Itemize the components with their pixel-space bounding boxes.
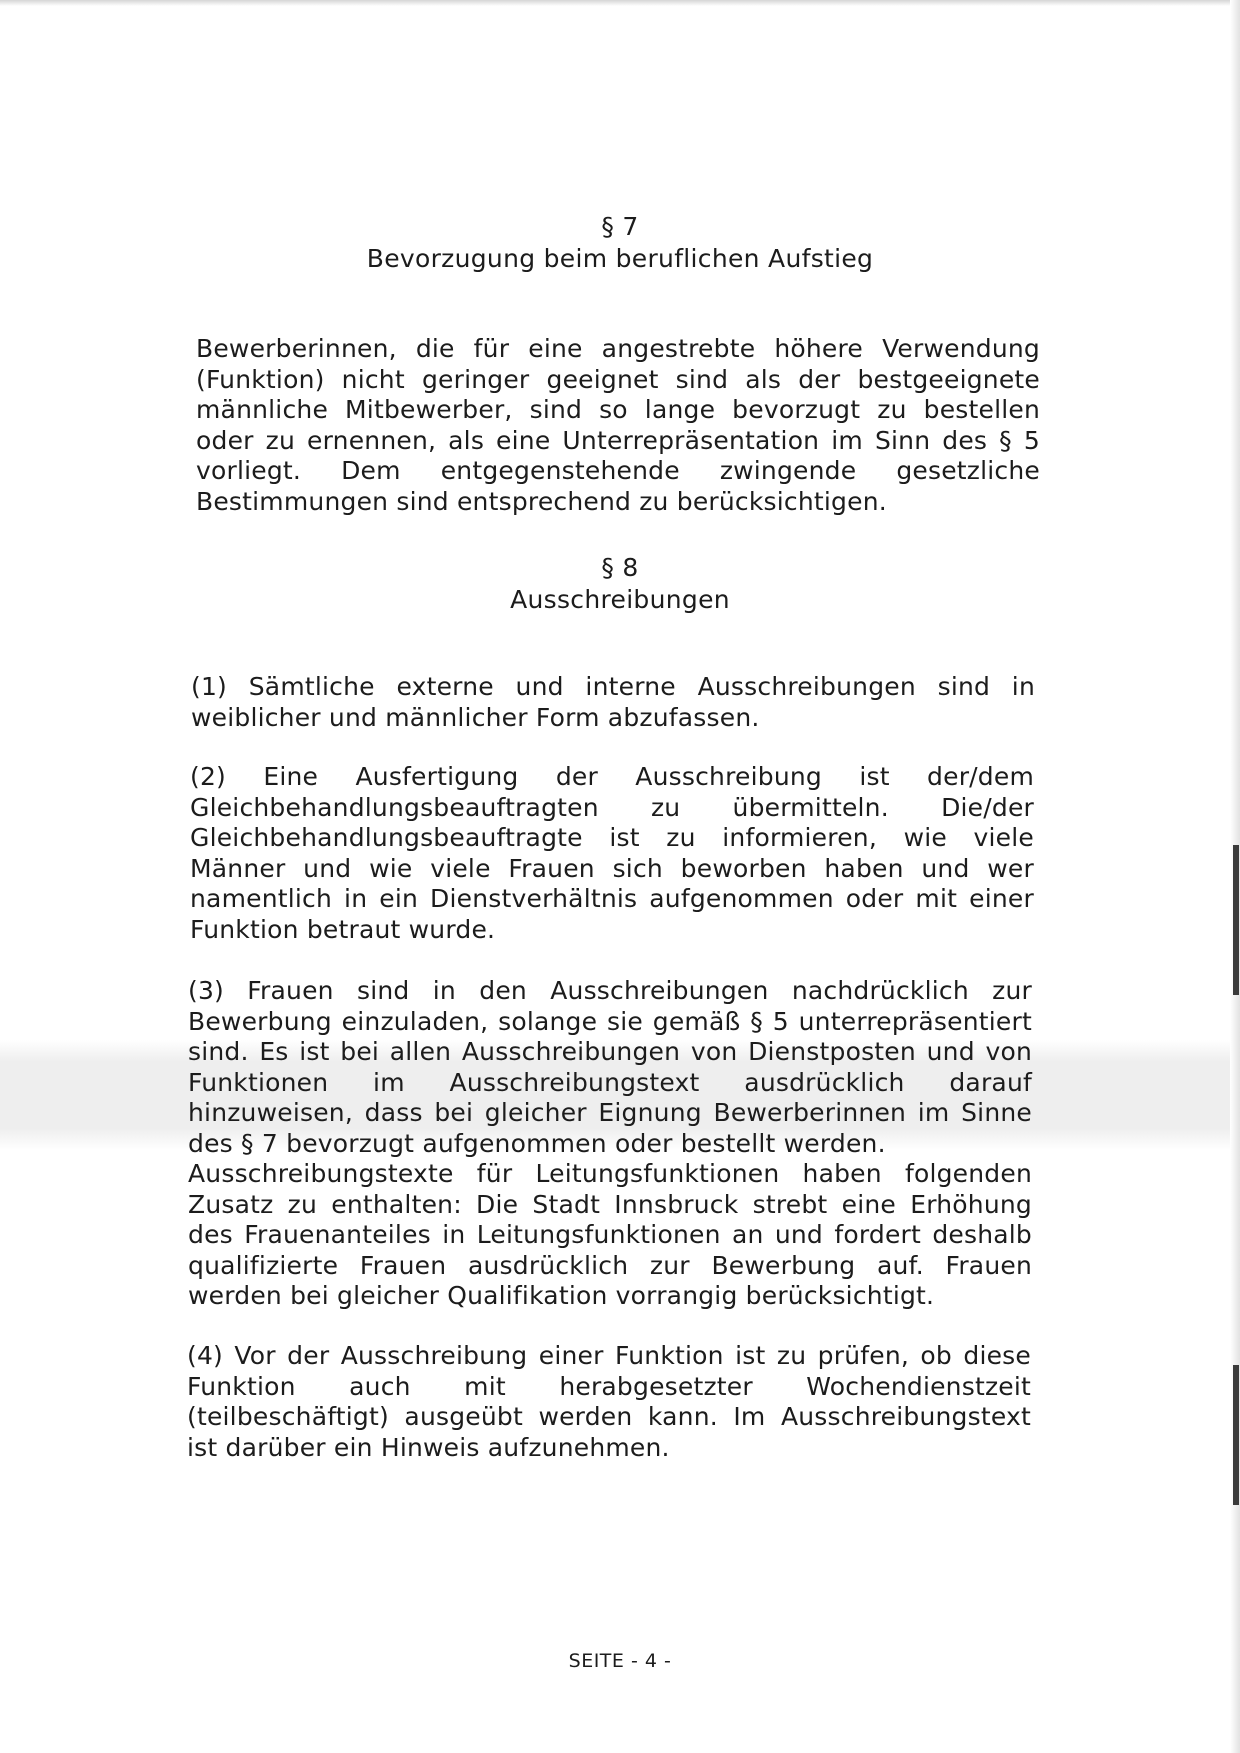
section-7-paragraph: Bewerberinnen, die für eine angestrebte höhere Verwendung (Funktion) nicht geringer geeignet sind als der bestgeeignete männliche Mitbewerber, sind so lange bevorzugt zu bestellen oder zu ernennen, als eine Unterrepräsentation im Sinn des § 5 vorliegt. Dem entgegenstehende zwingende gesetzliche Bestimmungen sind entsprechend zu berücksichtigen. [196,334,1040,516]
scan-edge-mark [1233,845,1239,995]
scan-edge-top [0,0,1240,6]
section-8-title: Ausschreibungen [510,585,730,614]
section-8-paragraph-4: (4) Vor der Ausschreibung einer Funktion ist zu prüfen, ob diese Funktion auch mit herabgesetzter Wochendienstzeit (teilbeschäftigt) ausgeübt werden kann. Im Ausschreibungstext ist darüber ein Hinweis aufzunehmen. [187,1341,1031,1462]
section-7-number: § 7 [601,212,639,241]
section-8-paragraph-3: (3) Frauen sind in den Ausschreibungen nachdrücklich zur Bewerbung einzuladen, solange sie gemäß § 5 unterrepräsentiert sind. Es ist bei allen Ausschreibungen von Dienstposten und von Funktionen im Ausschreibungstext ausdrücklich darauf hinzuweisen, dass bei gleicher Eignung Bewerberinnen im Sinne des § 7 bevorzugt aufgenommen oder bestellt werden. Ausschreibungstexte für Leitungsfunktionen haben folgenden Zusatz zu enthalten: Die Stadt Innsbruck strebt eine Erhöhung des Frauenanteiles in Leitungsfunktionen an und fordert deshalb qualifizierte Frauen ausdrücklich zur Bewerbung auf. Frauen werden bei gleicher Qualifikation vorrangig berücksichtigt. [188,976,1032,1310]
section-8-paragraph-1: (1) Sämtliche externe und interne Ausschreibungen sind in weiblicher und männlicher Form abzufassen. [191,672,1035,732]
scan-edge-mark [1233,1365,1239,1505]
section-8-number: § 8 [601,553,639,582]
section-7-title: Bevorzugung beim beruflichen Aufstieg [366,244,874,273]
section-8-paragraph-2: (2) Eine Ausfertigung der Ausschreibung ist der/dem Gleichbehandlungsbeauftragten zu übermitteln. Die/der Gleichbehandlungsbeauftragte ist zu informieren, wie viele Männer und wie viele Frauen sich beworben haben und wer namentlich in ein Dienstverhältnis aufgenommen oder mit einer Funktion betraut wurde. [190,762,1034,944]
page-number: SEITE - 4 - [568,1650,672,1672]
